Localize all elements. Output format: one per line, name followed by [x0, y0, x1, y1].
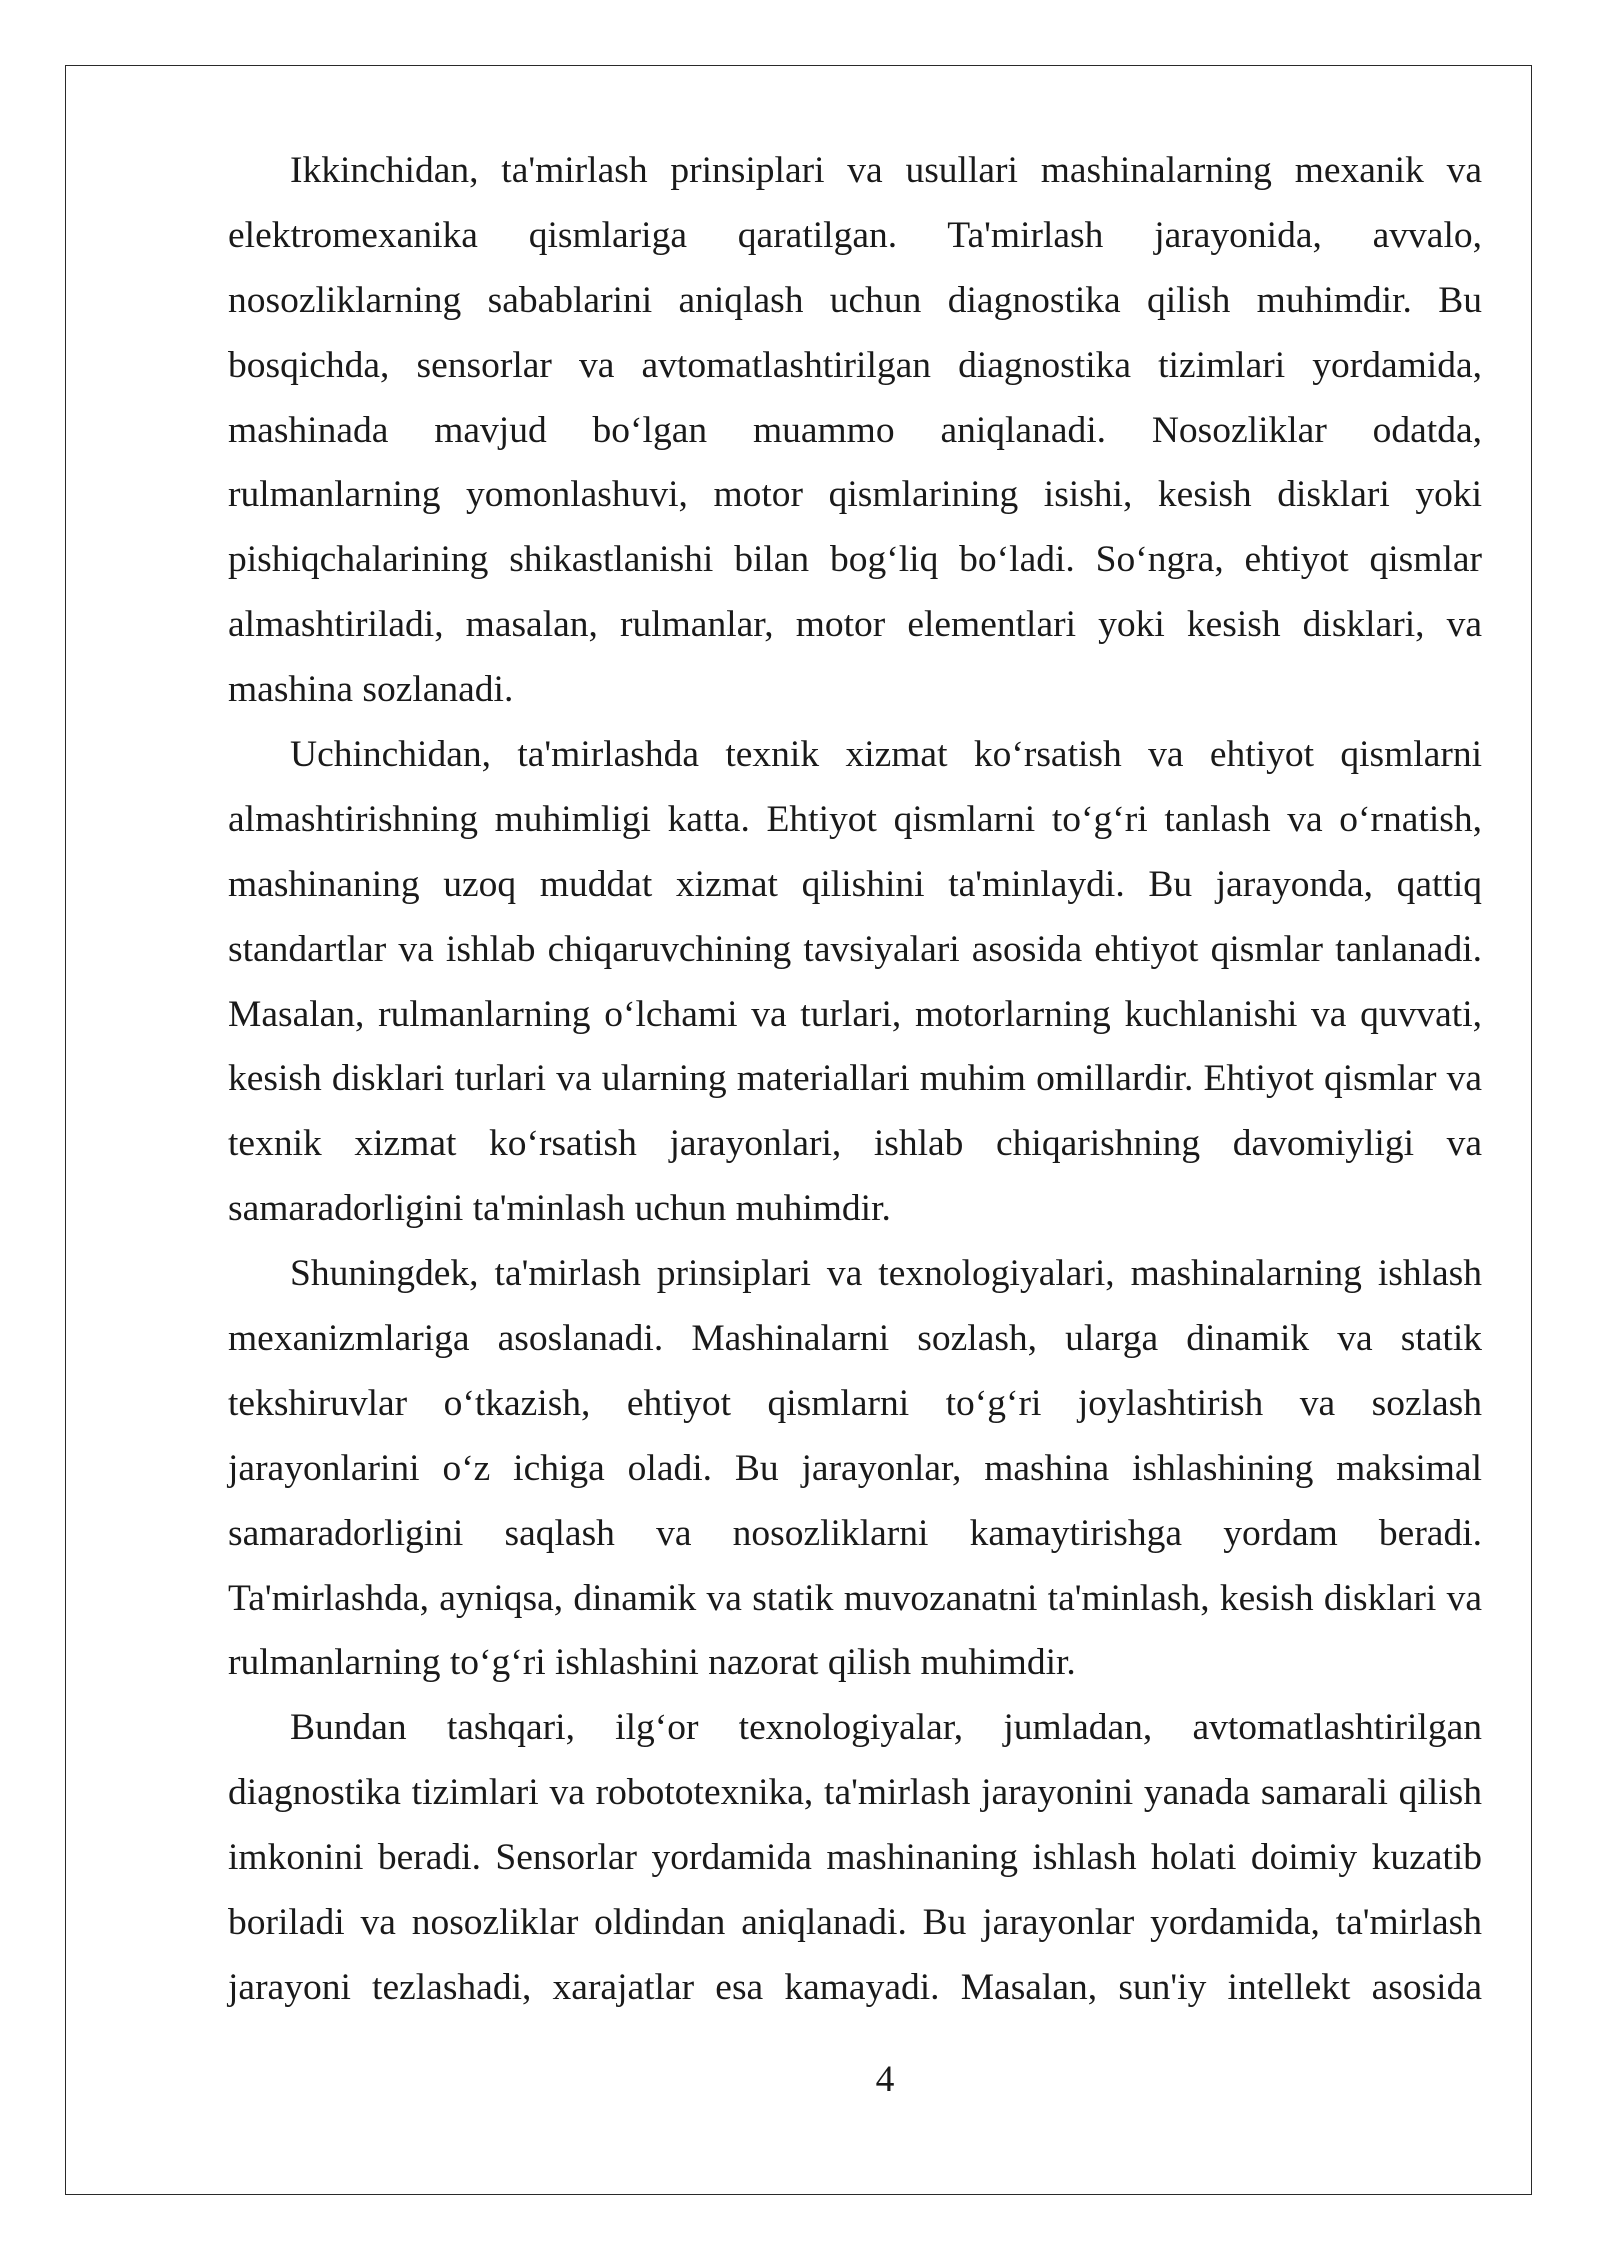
text-line: almashtiriladi, masalan, rulmanlar, motor elementlari yoki kesish disklari, va — [228, 604, 1482, 646]
text-line: Ta'mirlashda, ayniqsa, dinamik va statik muvozanatni ta'minlash, kesish disklari va — [228, 1577, 1482, 1619]
text-line: standartlar va ishlab chiqaruvchining tavsiyalari asosida ehtiyot qismlar tanlanadi. — [228, 928, 1482, 970]
paragraph — [228, 1242, 1482, 1696]
text-line: pishiqchalarining shikastlanishi bilan bog‘liq bo‘ladi. So‘ngra, ehtiyot qismlar — [228, 539, 1482, 581]
text-line: bosqichda, sensorlar va avtomatlashtirilgan diagnostika tizimlari yordamida, — [228, 344, 1482, 386]
paragraph — [228, 723, 1482, 1242]
text-line: rulmanlarning to‘g‘ri ishlashini nazorat qilish muhimdir. — [228, 1642, 1076, 1684]
text-line: jarayoni tezlashadi, xarajatlar esa kamayadi. Masalan, sun'iy intellekt asosida — [228, 1966, 1482, 2008]
text-line: mashinaning uzoq muddat xizmat qilishini ta'minlaydi. Bu jarayonda, qattiq — [228, 863, 1482, 905]
text-line: Bundan tashqari, ilg‘or texnologiyalar, jumladan, avtomatlashtirilgan — [290, 1707, 1482, 1749]
page-number: 4 — [875, 2059, 895, 2100]
paragraph — [228, 139, 1482, 723]
paragraph — [228, 1696, 1482, 2020]
text-line: boriladi va nosozliklar oldindan aniqlanadi. Bu jarayonlar yordamida, ta'mirlash — [228, 1902, 1482, 1944]
text-line: Ikkinchidan, ta'mirlash prinsiplari va usullari mashinalarning mexanik va — [290, 150, 1482, 191]
text-line: texnik xizmat ko‘rsatish jarayonlari, ishlab chiqarishning davomiyligi va — [228, 1123, 1482, 1165]
text-line: Shuningdek, ta'mirlash prinsiplari va texnologiyalari, mashinalarning ishlash — [290, 1253, 1482, 1295]
text-line: mexanizmlariga asoslanadi. Mashinalarni sozlash, ularga dinamik va statik — [228, 1318, 1482, 1360]
text-line: nosozliklarning sabablarini aniqlash uchun diagnostika qilish muhimdir. Bu — [228, 279, 1482, 321]
text-line: elektromexanika qismlariga qaratilgan. Ta'mirlash jarayonida, avvalo, — [228, 214, 1482, 256]
document-body — [228, 139, 1482, 2021]
text-line: imkonini beradi. Sensorlar yordamida mashinaning ishlash holati doimiy kuzatib — [228, 1837, 1482, 1879]
text-line: mashinada mavjud bo‘lgan muammo aniqlanadi. Nosozliklar odatda, — [228, 409, 1482, 451]
text-line: jarayonlarini o‘z ichiga oladi. Bu jarayonlar, mashina ishlashining maksimal — [228, 1447, 1482, 1489]
text-line: samaradorligini ta'minlash uchun muhimdir. — [228, 1188, 891, 1230]
text-line: almashtirishning muhimligi katta. Ehtiyot qismlarni to‘g‘ri tanlash va o‘rnatish, — [228, 798, 1482, 840]
text-line: kesish disklari turlari va ularning materiallari muhim omillardir. Ehtiyot qismlar va — [228, 1058, 1482, 1100]
text-line: Masalan, rulmanlarning o‘lchami va turlari, motorlarning kuchlanishi va quvvati, — [228, 993, 1482, 1035]
text-line: diagnostika tizimlari va robototexnika, ta'mirlash jarayonini yanada samarali qilish — [228, 1772, 1482, 1814]
text-line: samaradorligini saqlash va nosozliklarni kamaytirishga yordam beradi. — [228, 1512, 1482, 1554]
text-line: rulmanlarning yomonlashuvi, motor qismlarining isishi, kesish disklari yoki — [228, 474, 1482, 516]
text-line: Uchinchidan, ta'mirlashda texnik xizmat ko‘rsatish va ehtiyot qismlarni — [290, 734, 1482, 776]
text-line: mashina sozlanadi. — [228, 669, 514, 711]
text-line: tekshiruvlar o‘tkazish, ehtiyot qismlarni to‘g‘ri joylashtirish va sozlash — [228, 1382, 1482, 1424]
